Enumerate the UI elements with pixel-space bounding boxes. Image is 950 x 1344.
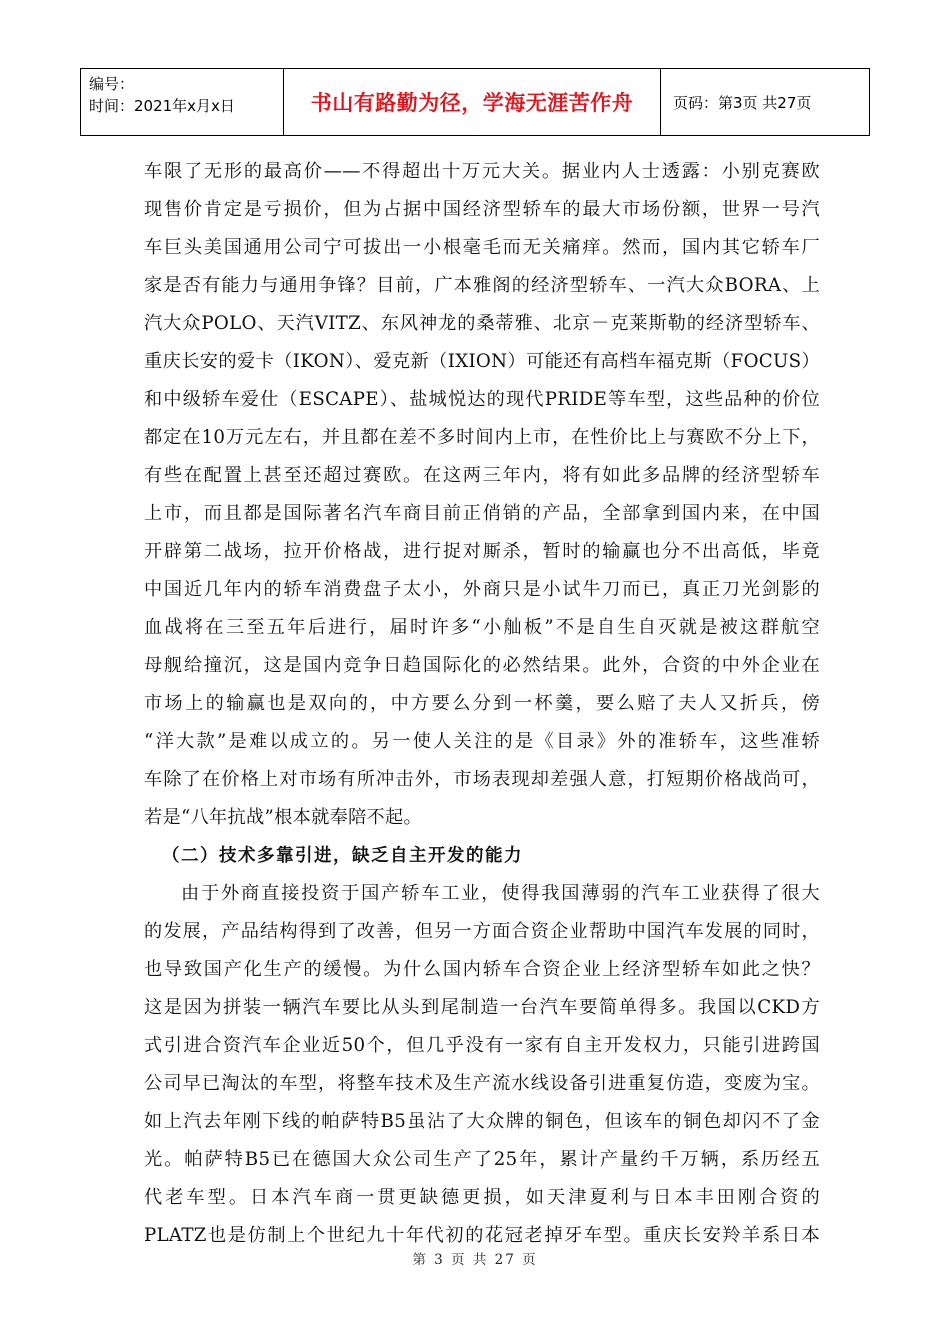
body-line: 家是否有能力与通用争锋？目前，广本雅阁的经济型轿车、一汽大众BORA、上 bbox=[144, 275, 820, 296]
serial-number-label: 编号： bbox=[89, 75, 135, 93]
page-header-table bbox=[80, 68, 870, 136]
body-line: 若是“八年抗战”根本就奉陪不起。 bbox=[144, 807, 423, 828]
body-line: 现售价肯定是亏损价，但为占据中国经济型轿车的最大市场份额，世界一号汽 bbox=[144, 199, 820, 220]
header-meta-cell bbox=[81, 69, 284, 135]
body-line: 都定在10万元左右，并且都在差不多时间内上市，在性价比上与赛欧不分上下， bbox=[144, 427, 820, 448]
body-line: 车限了无形的最高价——不得超出十万元大关。据业内人士透露：小别克赛欧 bbox=[144, 161, 820, 182]
body-line: 和中级轿车爱仕（ESCAPE）、盐城悦达的现代PRIDE等车型，这些品种的价位 bbox=[144, 389, 820, 410]
section-line: 公司早已淘汰的车型，将整车技术及生产流水线设备引进重复仿造，变废为宝。 bbox=[144, 1073, 820, 1094]
date-label: 时间：2021年x月x日 bbox=[89, 97, 235, 115]
body-line: 有些在配置上甚至还超过赛欧。在这两三年内，将有如此多品牌的经济型轿车 bbox=[144, 465, 820, 486]
page-number-label: 页码：第3页 共27页 bbox=[673, 93, 812, 112]
section-line: PLATZ也是仿制上个世纪九十年代初的花冠老掉牙车型。重庆长安羚羊系日本 bbox=[144, 1225, 820, 1246]
body-line: 上市，而且都是国际著名汽车商目前正俏销的产品，全部拿到国内来，在中国 bbox=[144, 503, 820, 524]
body-line: 车除了在价格上对市场有所冲击外，市场表现却差强人意，打短期价格战尚可， bbox=[144, 769, 820, 790]
body-line: 重庆长安的爱卡（IKON）、爱克新（IXION）可能还有高档车福克斯（FOCUS） bbox=[144, 351, 820, 372]
motto-text: 书山有路勤为径，学海无涯苦作舟 bbox=[310, 91, 634, 115]
body-line: “洋大款”是难以成立的。另一使人关注的是《目录》外的准轿车，这些准轿 bbox=[144, 731, 820, 752]
header-motto-cell bbox=[284, 69, 661, 135]
body-line: 母舰给撞沉，这是国内竞争日趋国际化的必然结果。此外，合资的中外企业在 bbox=[144, 655, 820, 676]
section-line: 代老车型。日本汽车商一贯更缺德更损，如天津夏利与日本丰田刚合资的 bbox=[144, 1187, 820, 1208]
section-line: 光。帕萨特B5已在德国大众公司生产了25年，累计产量约千万辆，系历经五 bbox=[144, 1149, 820, 1170]
body-line: 市场上的输赢也是双向的，中方要么分到一杯羹，要么赔了夫人又折兵，傍 bbox=[144, 693, 820, 714]
section-heading: （二）技术多靠引进，缺乏自主开发的能力 bbox=[162, 846, 523, 866]
section-line: 式引进合资汽车企业近50个，但几乎没有一家有自主开发权力，只能引进跨国 bbox=[144, 1035, 820, 1056]
section-line: 如上汽去年刚下线的帕萨特B5虽沾了大众牌的铜色，但该车的铜色却闪不了金 bbox=[144, 1111, 820, 1132]
section-line: 的发展，产品结构得到了改善，但另一方面合资企业帮助中国汽车发展的同时， bbox=[144, 921, 820, 942]
page-footer: 第 3 页 共 27 页 bbox=[412, 1252, 538, 1268]
section-line: 也导致国产化生产的缓慢。为什么国内轿车合资企业上经济型轿车如此之快？ bbox=[144, 959, 820, 980]
document-body bbox=[144, 153, 820, 1255]
body-line: 车巨头美国通用公司宁可拔出一小根毫毛而无关痛痒。然而，国内其它轿车厂 bbox=[144, 237, 820, 258]
body-line: 开辟第二战场，拉开价格战，进行捉对厮杀，暂时的输赢也分不出高低，毕竟 bbox=[144, 541, 820, 562]
body-line: 中国近几年内的轿车消费盘子太小，外商只是小试牛刀而已，真正刀光剑影的 bbox=[144, 579, 820, 600]
body-line: 汽大众POLO、天汽VITZ、东风神龙的桑蒂雅、北京－克莱斯勒的经济型轿车、 bbox=[144, 313, 820, 334]
section-line: 由于外商直接投资于国产轿车工业，使得我国薄弱的汽车工业获得了很大 bbox=[181, 883, 820, 904]
section-line: 这是因为拼装一辆汽车要比从头到尾制造一台汽车要简单得多。我国以CKD方 bbox=[144, 997, 820, 1018]
header-page-cell bbox=[661, 69, 869, 135]
body-line: 血战将在三至五年后进行，届时许多“小舢板”不是自生自灭就是被这群航空 bbox=[144, 617, 820, 638]
